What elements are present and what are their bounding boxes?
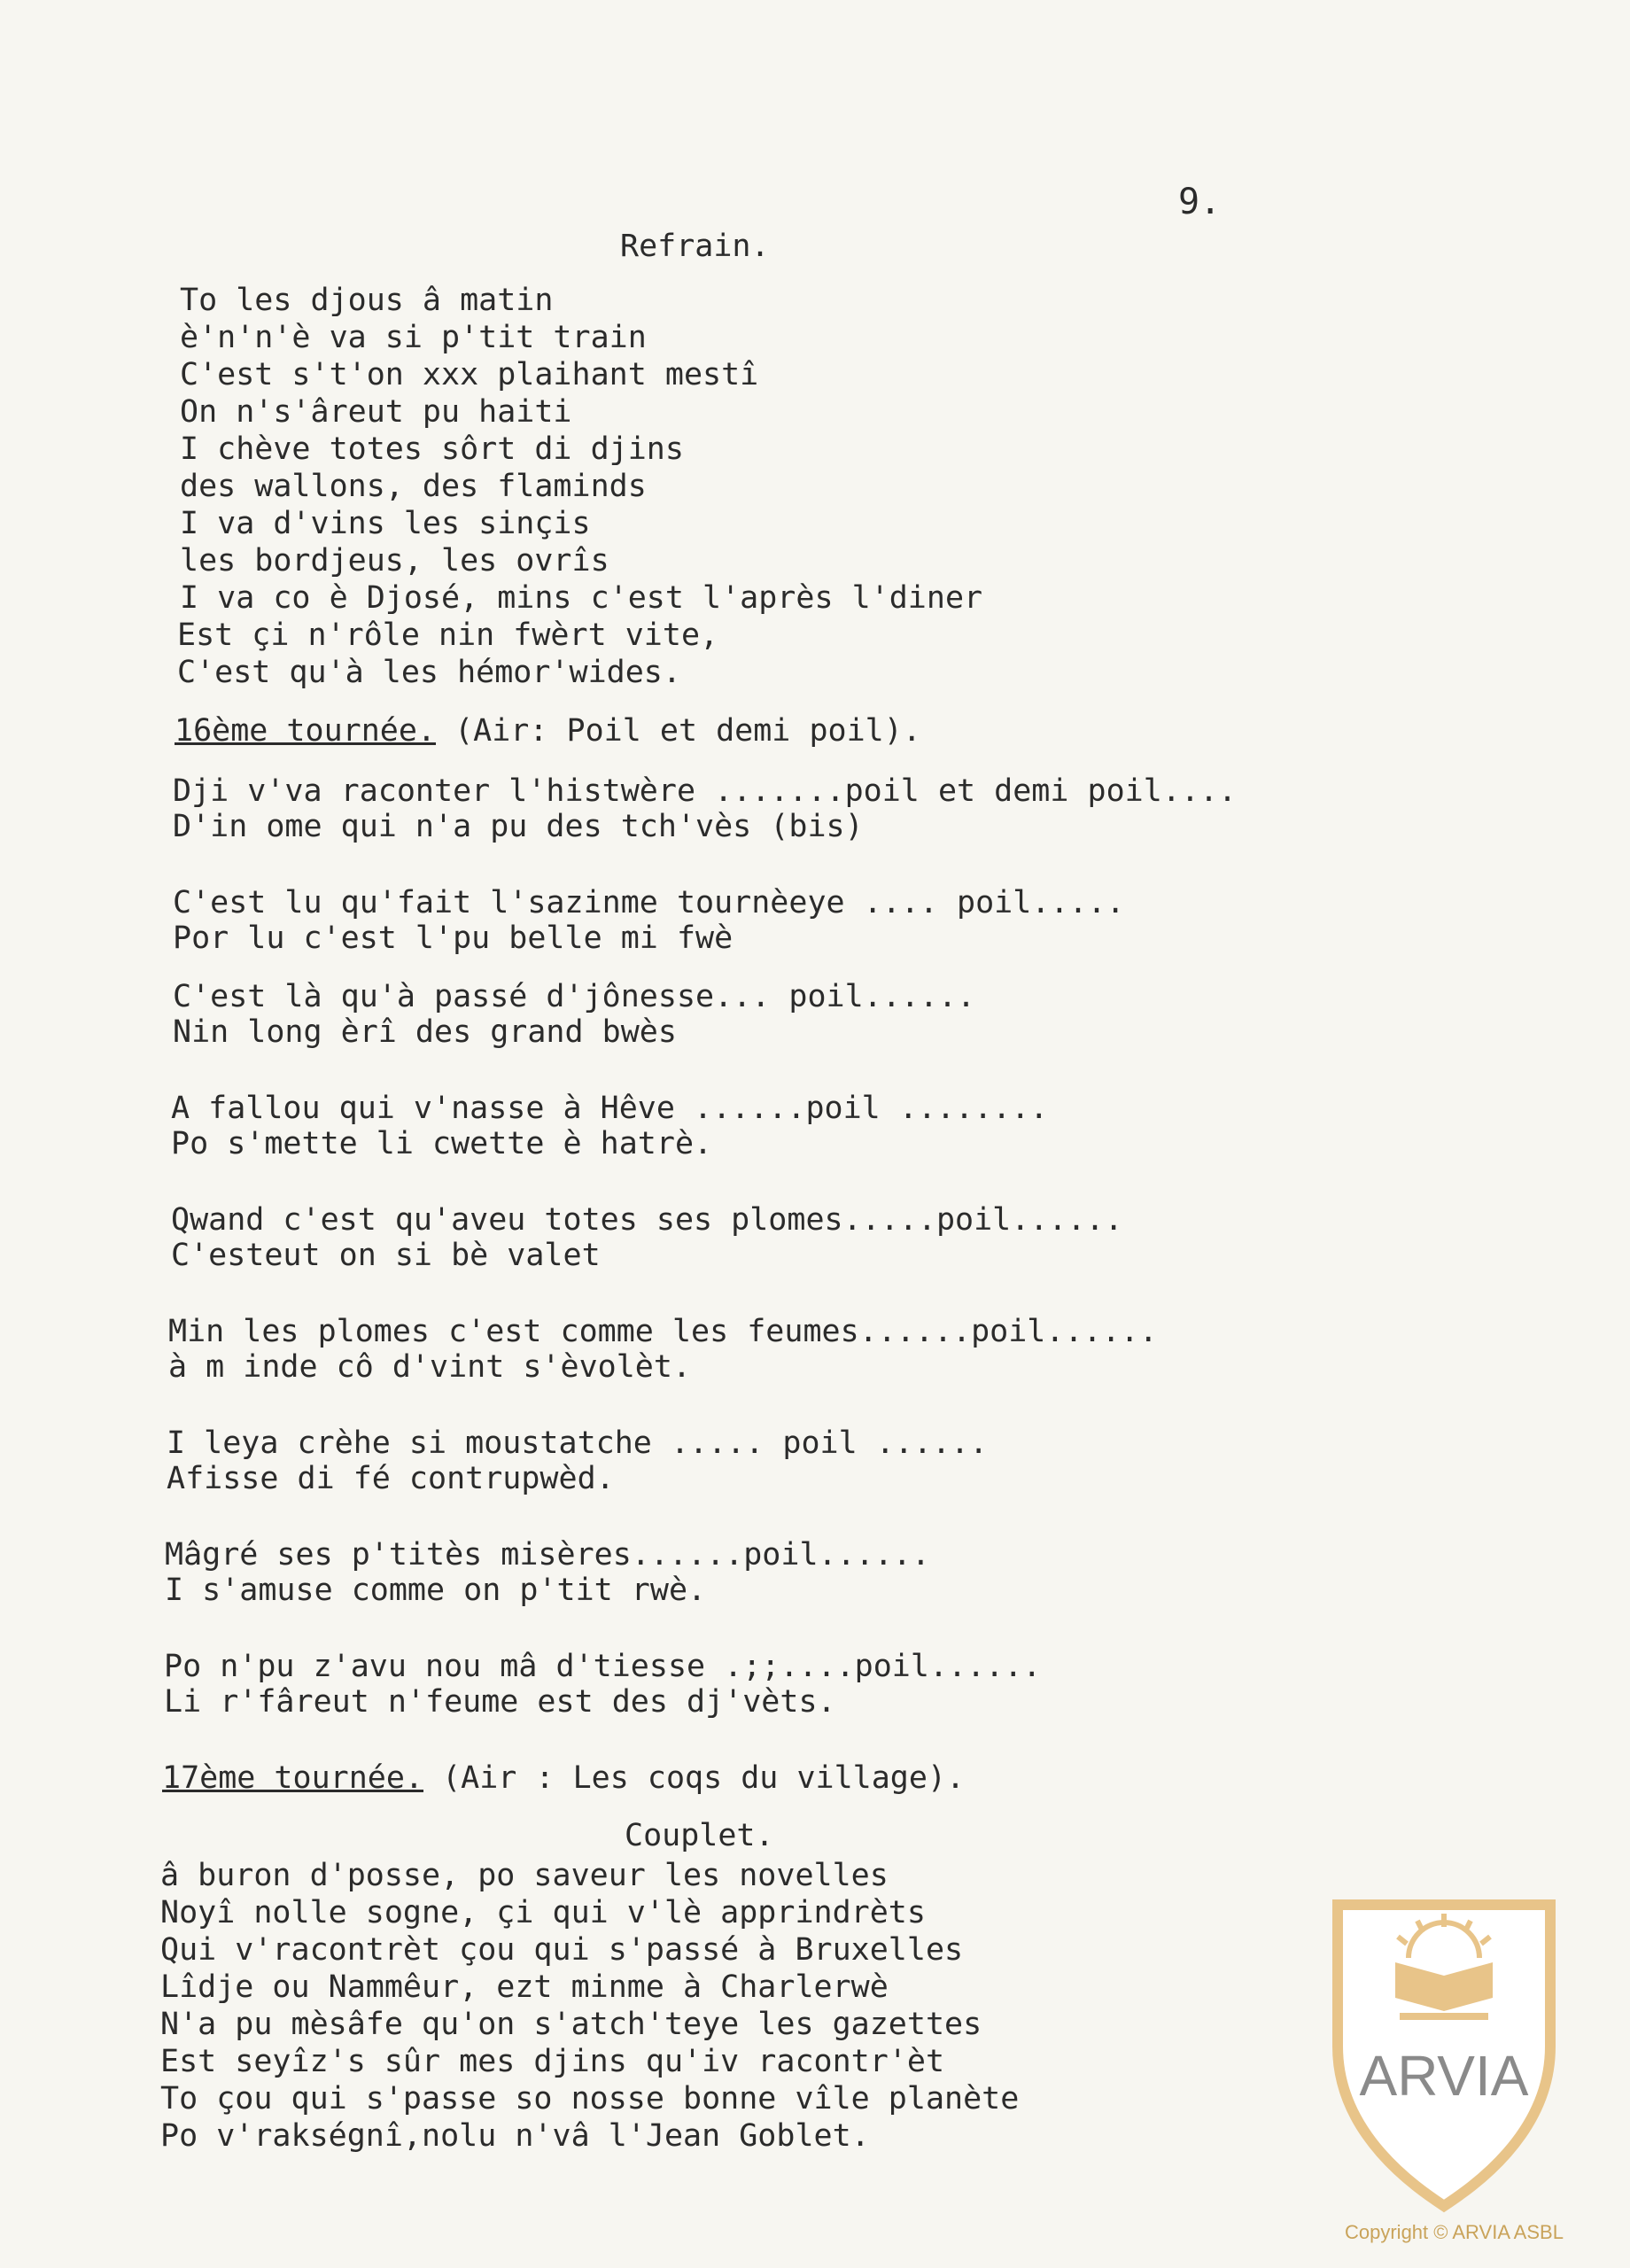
verse-line: D'in ome qui n'a pu des tch'vès (bis) bbox=[173, 809, 864, 844]
verse-line: I leya crèhe si moustatche ..... poil ...... bbox=[167, 1425, 989, 1461]
verse-line: Po n'pu z'avu nou mâ d'tiesse .;;....poil...... bbox=[164, 1649, 1042, 1684]
refrain-line: On n's'âreut pu haiti bbox=[180, 394, 572, 430]
verse-line: C'est là qu'à passé d'jônesse... poil...... bbox=[173, 979, 976, 1014]
verse-line: Nin long èrî des grand bwès bbox=[173, 1014, 677, 1050]
verse-line: Est seyîz's sûr mes djins qu'iv racontr'èt bbox=[160, 2044, 945, 2079]
verse-line: A fallou qui v'nasse à Hêve ......poil ........ bbox=[171, 1091, 1049, 1126]
section-17-heading bbox=[162, 1760, 966, 1796]
refrain-line: I chève totes sôrt di djins bbox=[180, 431, 684, 467]
refrain-line: I va d'vins les sinçis bbox=[180, 506, 591, 541]
section-17-title: 17ème tournée. bbox=[162, 1760, 424, 1796]
arvia-logo bbox=[1311, 1878, 1577, 2215]
verse-line: Qui v'racontrèt çou qui s'passé à Bruxelles bbox=[160, 1932, 964, 1968]
verse-line: à m inde cô d'vint s'èvolèt. bbox=[168, 1349, 692, 1385]
refrain-line: I va co è Djosé, mins c'est l'après l'diner bbox=[180, 580, 983, 616]
couplet-title: Couplet. bbox=[625, 1818, 774, 1853]
refrain-line: des wallons, des flaminds bbox=[180, 469, 647, 504]
verse-line: Li r'fâreut n'feume est des dj'vèts. bbox=[164, 1684, 836, 1720]
verse-line: Lîdje ou Nammêur, ezt minme à Charlerwè bbox=[160, 1969, 889, 2005]
verse-line: C'est lu qu'fait l'sazinme tournèeye .... poil..... bbox=[173, 885, 1125, 920]
verse-line: Qwand c'est qu'aveu totes ses plomes.....poil...... bbox=[171, 1202, 1123, 1238]
verse-line: Por lu c'est l'pu belle mi fwè bbox=[173, 920, 734, 956]
verse-line: N'a pu mèsâfe qu'on s'atch'teye les gazettes bbox=[160, 2007, 982, 2042]
verse-line: Po v'rakségnî,nolu n'vâ l'Jean Goblet. bbox=[160, 2118, 870, 2154]
verse-line: I s'amuse comme on p'tit rwè. bbox=[165, 1573, 707, 1608]
refrain-title: Refrain. bbox=[620, 229, 770, 264]
refrain-line: les bordjeus, les ovrîs bbox=[180, 543, 609, 579]
verse-line: Noyî nolle sogne, çi qui v'lè apprindrèts bbox=[160, 1895, 926, 1930]
refrain-line: To les djous â matin bbox=[180, 283, 554, 318]
verse-line: C'esteut on si bè valet bbox=[171, 1238, 601, 1273]
verse-line: Po s'mette li cwette è hatrè. bbox=[171, 1126, 713, 1161]
verse-line: Mâgré ses p'titès misères......poil...... bbox=[165, 1537, 930, 1573]
verse-line: Afisse di fé contrupwèd. bbox=[167, 1461, 615, 1496]
section-16-title: 16ème tournée. bbox=[175, 713, 437, 749]
page-number: 9. bbox=[1178, 182, 1222, 222]
refrain-line: Est çi n'rôle nin fwèrt vite, bbox=[177, 617, 719, 653]
refrain-line: C'est qu'à les hémor'wides. bbox=[177, 655, 681, 690]
verse-line: â buron d'posse, po saveur les novelles bbox=[160, 1858, 889, 1893]
section-16-air: (Air: Poil et demi poil). bbox=[436, 713, 921, 749]
copyright-notice: Copyright © ARVIA ASBL bbox=[1345, 2221, 1564, 2243]
section-17-air: (Air : Les coqs du village). bbox=[423, 1760, 966, 1796]
logo-text: ARVIA bbox=[1359, 2044, 1529, 2108]
verse-line: Dji v'va raconter l'histwère .......poil et demi poil.... bbox=[173, 773, 1238, 809]
verse-line: To çou qui s'passe so nosse bonne vîle planète bbox=[160, 2081, 1020, 2117]
section-16-heading bbox=[175, 713, 921, 749]
verse-line: Min les plomes c'est comme les feumes......poil...... bbox=[168, 1314, 1158, 1349]
refrain-line: è'n'n'è va si p'tit train bbox=[180, 320, 647, 355]
refrain-line: C'est s't'on xxx plaihant mestî bbox=[180, 357, 759, 392]
